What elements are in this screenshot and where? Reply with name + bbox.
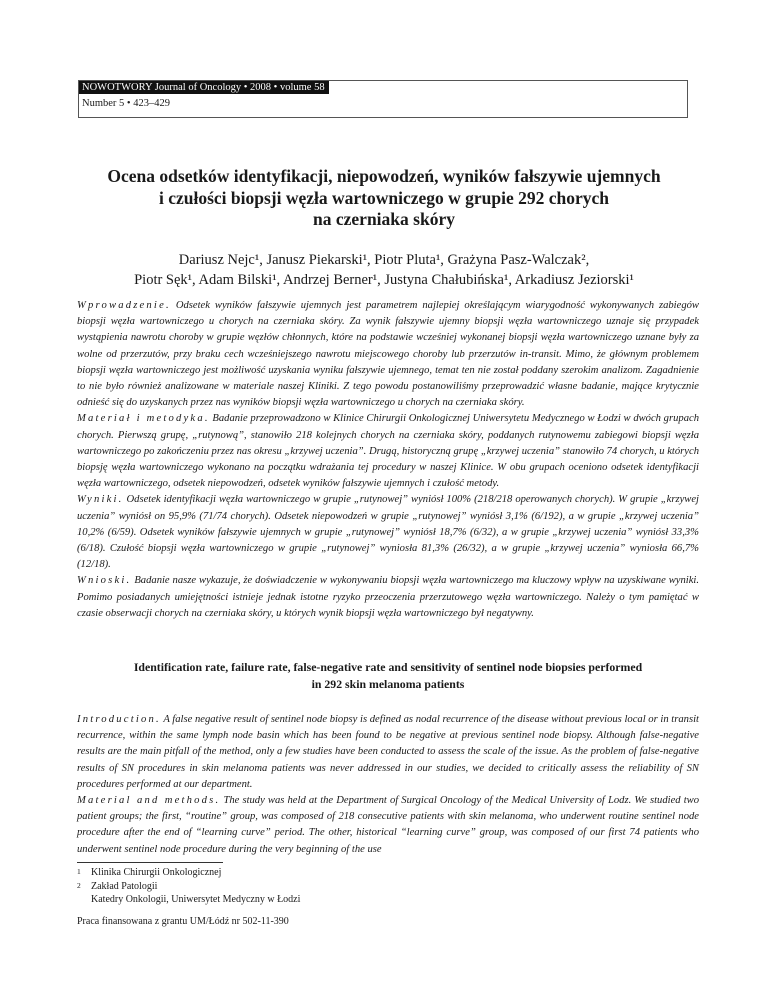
section-label: Material and methods. <box>77 795 221 807</box>
section-text: Odsetek identyfikacji węzła wartowniczego w grupie „rutynowej” wyniósł 100% (218/218 operowanych chorych). W grupie „krzywej uczenia” wyniósł on 95,9% (71/74 chorych). Odsetek niepowodzeń w grupie „rutynowej” wyniósł 3,1% (6/192), a w grupie „krzywej uczenia” 10,2% (6/59). Odsetek wyników fałszywie ujemnych w grupie „rutynowej” wyniósł 18,7% (6/32), a w grupie „krzywej uczenia” wyniósł 33,3% (6/18). Czułość biopsji węzła wartowniczego w grupie „rutynowej” wyniosła 81,3% (26/32), a w grupie „krzywej uczenia” wyniosła 66,7% (12/18). <box>77 494 699 571</box>
footnote <box>77 893 300 907</box>
footnote <box>77 866 300 880</box>
footnote-number <box>77 893 91 907</box>
section-text: Badanie przeprowadzono w Klinice Chirurgii Onkologicznej Uniwersytetu Medycznego w Łodzi w dwóch grupach chorych. Pierwszą grupę, „rutynową”, stanowiło 218 kolejnych chorych na czerniaka skóry, poddanych rutynowemu zabiegowi biopsji węzła wartowniczego po zakończeniu przez nas okresu „krzywej uczenia”. Drugą, historyczną grupę „krzywej uczenia” stanowiło 74 chorych, u których biopsję węzła wartowniczego wykonano na początku wdrażania tej procedury w naszej Klinice. W obu grupach oceniono odsetek identyfikacji węzła wartowniczego, odsetek niepowodzeń, odsetek wyników fałszywie ujemnych i czułość metody. <box>77 413 699 490</box>
section-label: Wprowadzenie. <box>77 300 171 311</box>
funding-note: Praca finansowana z grantu UM/Łódź nr 502-11-390 <box>77 916 289 927</box>
journal-banner: NOWOTWORY Journal of Oncology • 2008 • volume 58 <box>79 81 329 94</box>
english-title-line: in 292 skin melanoma patients <box>311 676 465 691</box>
section-label: Materiał i metodyka. <box>77 413 210 425</box>
article-title <box>60 166 708 231</box>
footnote-text: Zakład Patologii <box>91 880 158 892</box>
footnote <box>77 880 300 894</box>
abstract-polish <box>77 298 699 622</box>
footnote-text: Klinika Chirurgii Onkologicznej <box>91 867 222 878</box>
abstract-section-wprowadzenie <box>77 298 699 411</box>
abstract-english <box>77 712 699 858</box>
issue-pages: Number 5 • 423–429 <box>82 98 170 109</box>
english-title <box>77 659 699 692</box>
english-title-line: Identification rate, failure rate, false-negative rate and sensitivity of sentinel node biopsies performed <box>133 660 643 674</box>
journal-header-box <box>78 80 688 118</box>
author-line: Piotr Sęk¹, Adam Bilski¹, Andrzej Berner¹, Justyna Chałubińska¹, Arkadiusz Jeziorski¹ <box>134 272 634 288</box>
abstract-section-wnioski <box>77 573 699 622</box>
abstract-section-material <box>77 411 699 492</box>
abstract-section-wyniki <box>77 492 699 573</box>
footnotes <box>77 866 300 907</box>
section-text: Odsetek wyników fałszywie ujemnych jest parametrem najlepiej określającym wiarygodność wykonywanych zabiegów biopsji węzła wartowniczego u chorych na czerniaka skóry. Za wynik fałszywie ujemny biopsji węzła wartowniczego uznaje się przypadek wystąpienia nawrotu choroby w grupie węzłów chłonnych, które na podstawie wcześniej wykonanej biopsji węzła wartowniczego uznane były za wolne od przerzutów, przy braku cech wcześniejszego nawrotu miejscowego choroby lub przerzutów in-transit. Mimo, że głównym problemem biopsji węzła wartowniczego jest możliwość uzyskania wyniku fałszywie ujemnego, temat ten nie został poddany szerokim analizom. Zagadnienie to nie było również analizowane w materiale naszej Kliniki. Z tego powodu postanowiliśmy przeprowadzić własne badanie, mające krytycznie odnieść się do uzyskanych przez nas wyników biopsji węzła wartowniczego u chorych na czerniaka skóry. <box>77 300 699 409</box>
footnote-number: 1 <box>77 867 81 876</box>
title-line: i czułości biopsji węzła wartowniczego w grupie 292 chorych <box>158 187 610 208</box>
footnote-number: 2 <box>77 880 81 890</box>
abstract-section-introduction <box>77 712 699 793</box>
author-line: Dariusz Nejc¹, Janusz Piekarski¹, Piotr Pluta¹, Grażyna Pasz-Walczak², <box>178 252 590 268</box>
title-line: Ocena odsetków identyfikacji, niepowodzeń, wyników fałszywie ujemnych <box>107 166 661 186</box>
section-label: Wyniki. <box>77 494 124 506</box>
abstract-section-methods <box>77 793 699 858</box>
author-list <box>40 250 728 290</box>
section-label: Introduction. <box>77 714 161 725</box>
section-text: Badanie nasze wykazuje, że doświadczenie w wykonywaniu biopsji węzła wartowniczego ma kluczowy wpływ na uzyskiwane wyniki. Pomimo posiadanych umiejętności istnieje jednak istotne ryzyko przeoczenia przerzutowego węzła wartowniczego. Należy o tym pamiętać w czasie obserwacji chorych na czerniaka skóry, u których wynik biopsji węzła wartowniczego był negatywny. <box>77 575 699 619</box>
section-text: The study was held at the Department of Surgical Oncology of the Medical University of Lodz. We studied two patient groups; the first, “routine” group, was composed of 218 consecutive patients with skin melanoma, who underwent routine sentinel node procedure after the end of “learning curve” period. The other, historical “learning curve” group, was composed of our first 74 patients who underwent sentinel node procedure during the very beginning of the use <box>77 795 699 855</box>
section-label: Wnioski. <box>77 575 132 587</box>
section-text: A false negative result of sentinel node biopsy is defined as nodal recurrence of the disease without previous local or in transit recurrence, within the same lymph node basin which has been found to be negative at previous sentinel node biopsy. Although false-negative results are the main pitfall of the method, only a few studies have been conducted to assess the scale of the issue. As the problem of false-negative results of SN procedures in skin melanoma patients was never addressed in our studies, we decided to critically assess the reliability of SN procedures performed at our department. <box>77 714 699 790</box>
title-line: na czerniaka skóry <box>313 209 455 229</box>
footnote-text: Katedry Onkologii, Uniwersytet Medyczny w Łodzi <box>91 894 301 905</box>
footnote-divider <box>77 862 223 863</box>
